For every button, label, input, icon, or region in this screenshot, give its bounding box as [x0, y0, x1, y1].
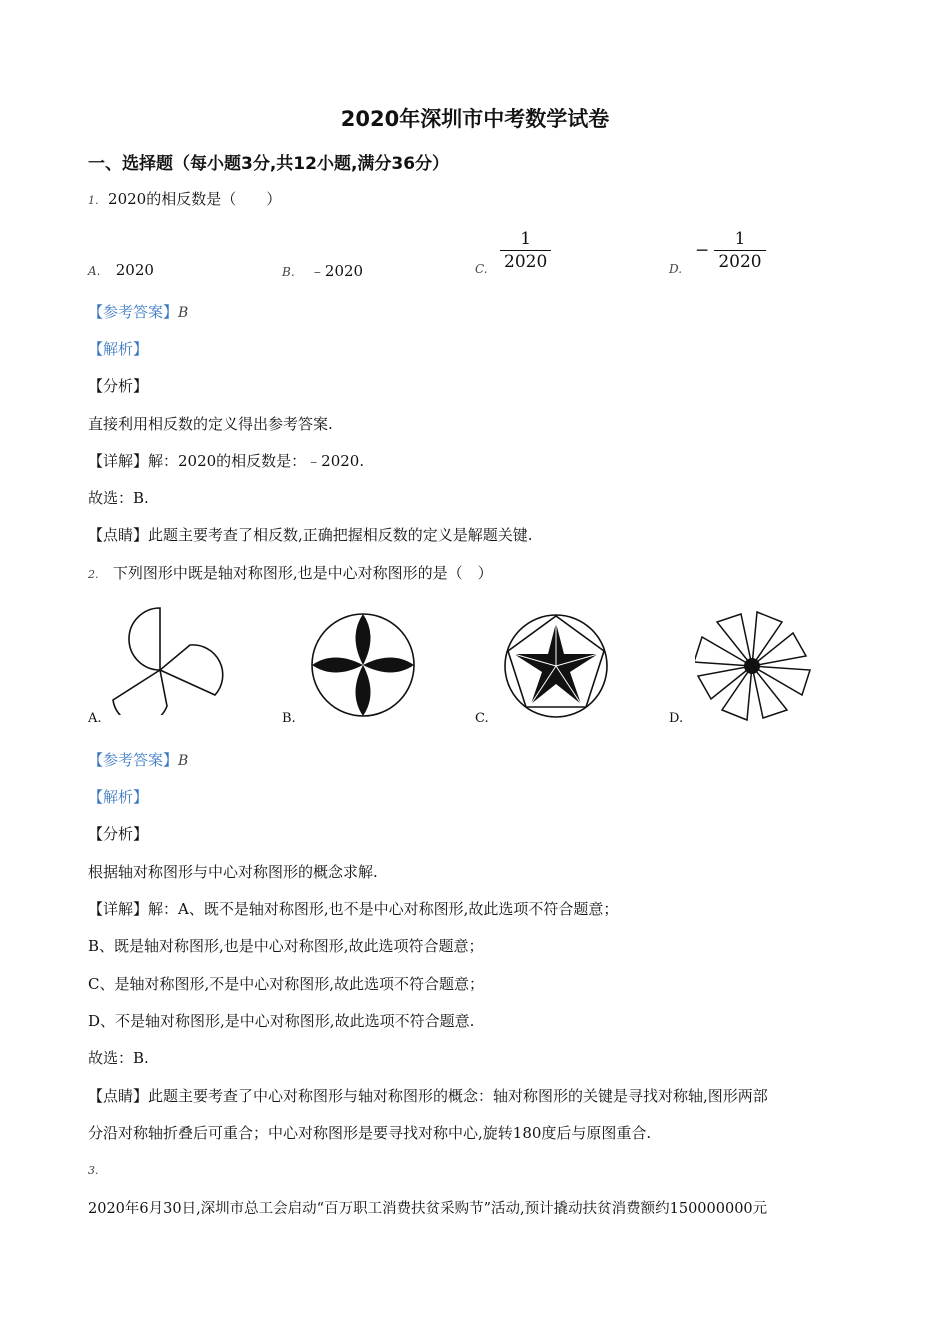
option-letter: B. — [282, 265, 295, 279]
fraction-numerator: 1 — [714, 228, 765, 251]
negative-sign: − — [695, 240, 710, 261]
option-b — [282, 260, 363, 281]
option-letter: A. — [88, 264, 101, 278]
explain-b: B、既是轴对称图形,也是中心对称图形,故此选项符合题意； — [88, 937, 484, 955]
guxuan-text: 故选：B. — [88, 489, 149, 507]
option-d-letter: D. — [669, 262, 683, 276]
jiexi-label: 【解析】 — [88, 788, 149, 806]
dianjing-text-1: 【点睛】此题主要考查了中心对称图形与轴对称图形的概念：轴对称图形的关键是寻找对称轴,图形两部 — [88, 1087, 768, 1105]
answer-label: 【参考答案】 — [88, 303, 179, 321]
answer-value: B — [178, 305, 189, 321]
fenxi-text: 直接利用相反数的定义得出参考答案. — [88, 415, 333, 433]
question-3-number: 3. — [88, 1164, 99, 1177]
fenxi-label: 【分析】 — [88, 377, 149, 395]
fenxi-label: 【分析】 — [88, 825, 149, 843]
section-heading: 一、选择题（每小题3分,共12小题,满分36分） — [88, 154, 450, 174]
figure-label-a: A. — [88, 711, 102, 726]
figure-label-c: C. — [475, 711, 489, 726]
answer-2 — [88, 749, 188, 770]
xiangjie-text: 【详解】解：A、既不是轴对称图形,也不是中心对称图形,故此选项不符合题意； — [88, 900, 619, 918]
question-stem: 2020的相反数是（ ） — [108, 190, 282, 208]
figure-c-circle-pentagon-star — [503, 611, 609, 719]
question-number: 2. — [88, 568, 99, 581]
figure-a-semicircle-pinwheel — [105, 600, 225, 715]
option-c-fraction — [500, 228, 551, 273]
fraction-denominator: 2020 — [718, 252, 762, 272]
option-d-fraction — [695, 228, 766, 273]
fraction-denominator: 2020 — [504, 252, 548, 272]
page-title: 2020年深圳市中考数学试卷 — [340, 107, 610, 131]
question-3-stem: 2020年6月30日,深圳市总工会启动“百万职工消费扶贫采购节”活动,预计撬动扶贫消费额约150000000元 — [88, 1201, 768, 1217]
answer-label: 【参考答案】 — [88, 751, 179, 769]
guxuan-text: 故选：B. — [88, 1049, 149, 1067]
figure-label-b: B. — [282, 711, 296, 726]
question-1 — [88, 188, 281, 209]
answer-value: B — [178, 753, 189, 769]
question-2 — [88, 562, 493, 583]
figure-d-windmill — [695, 608, 815, 726]
xiangjie-text: 【详解】解：2020的相反数是：﹣2020. — [88, 452, 365, 470]
question-stem: 下列图形中既是轴对称图形,也是中心对称图形的是（ ） — [112, 564, 493, 582]
option-value: ﹣2020 — [309, 262, 364, 280]
fraction-numerator: 1 — [500, 228, 551, 251]
option-value: 2020 — [115, 261, 154, 279]
question-number: 1. — [88, 194, 99, 207]
fenxi-text: 根据轴对称图形与中心对称图形的概念求解. — [88, 863, 378, 881]
figure-b-circle-flower — [310, 612, 416, 718]
figure-label-d: D. — [669, 711, 684, 726]
explain-d: D、不是轴对称图形,是中心对称图形,故此选项不符合题意. — [88, 1012, 475, 1030]
option-a — [88, 260, 154, 279]
explain-c: C、是轴对称图形,不是中心对称图形,故此选项不符合题意； — [88, 975, 485, 993]
jiexi-label: 【解析】 — [88, 340, 149, 358]
answer-1 — [88, 301, 188, 322]
dianjing-text: 【点睛】此题主要考查了相反数,正确把握相反数的定义是解题关键. — [88, 526, 533, 544]
option-c-letter: C. — [475, 262, 488, 276]
dianjing-text-2: 分沿对称轴折叠后可重合；中心对称图形是要寻找对称中心,旋转180度后与原图重合. — [88, 1124, 652, 1142]
